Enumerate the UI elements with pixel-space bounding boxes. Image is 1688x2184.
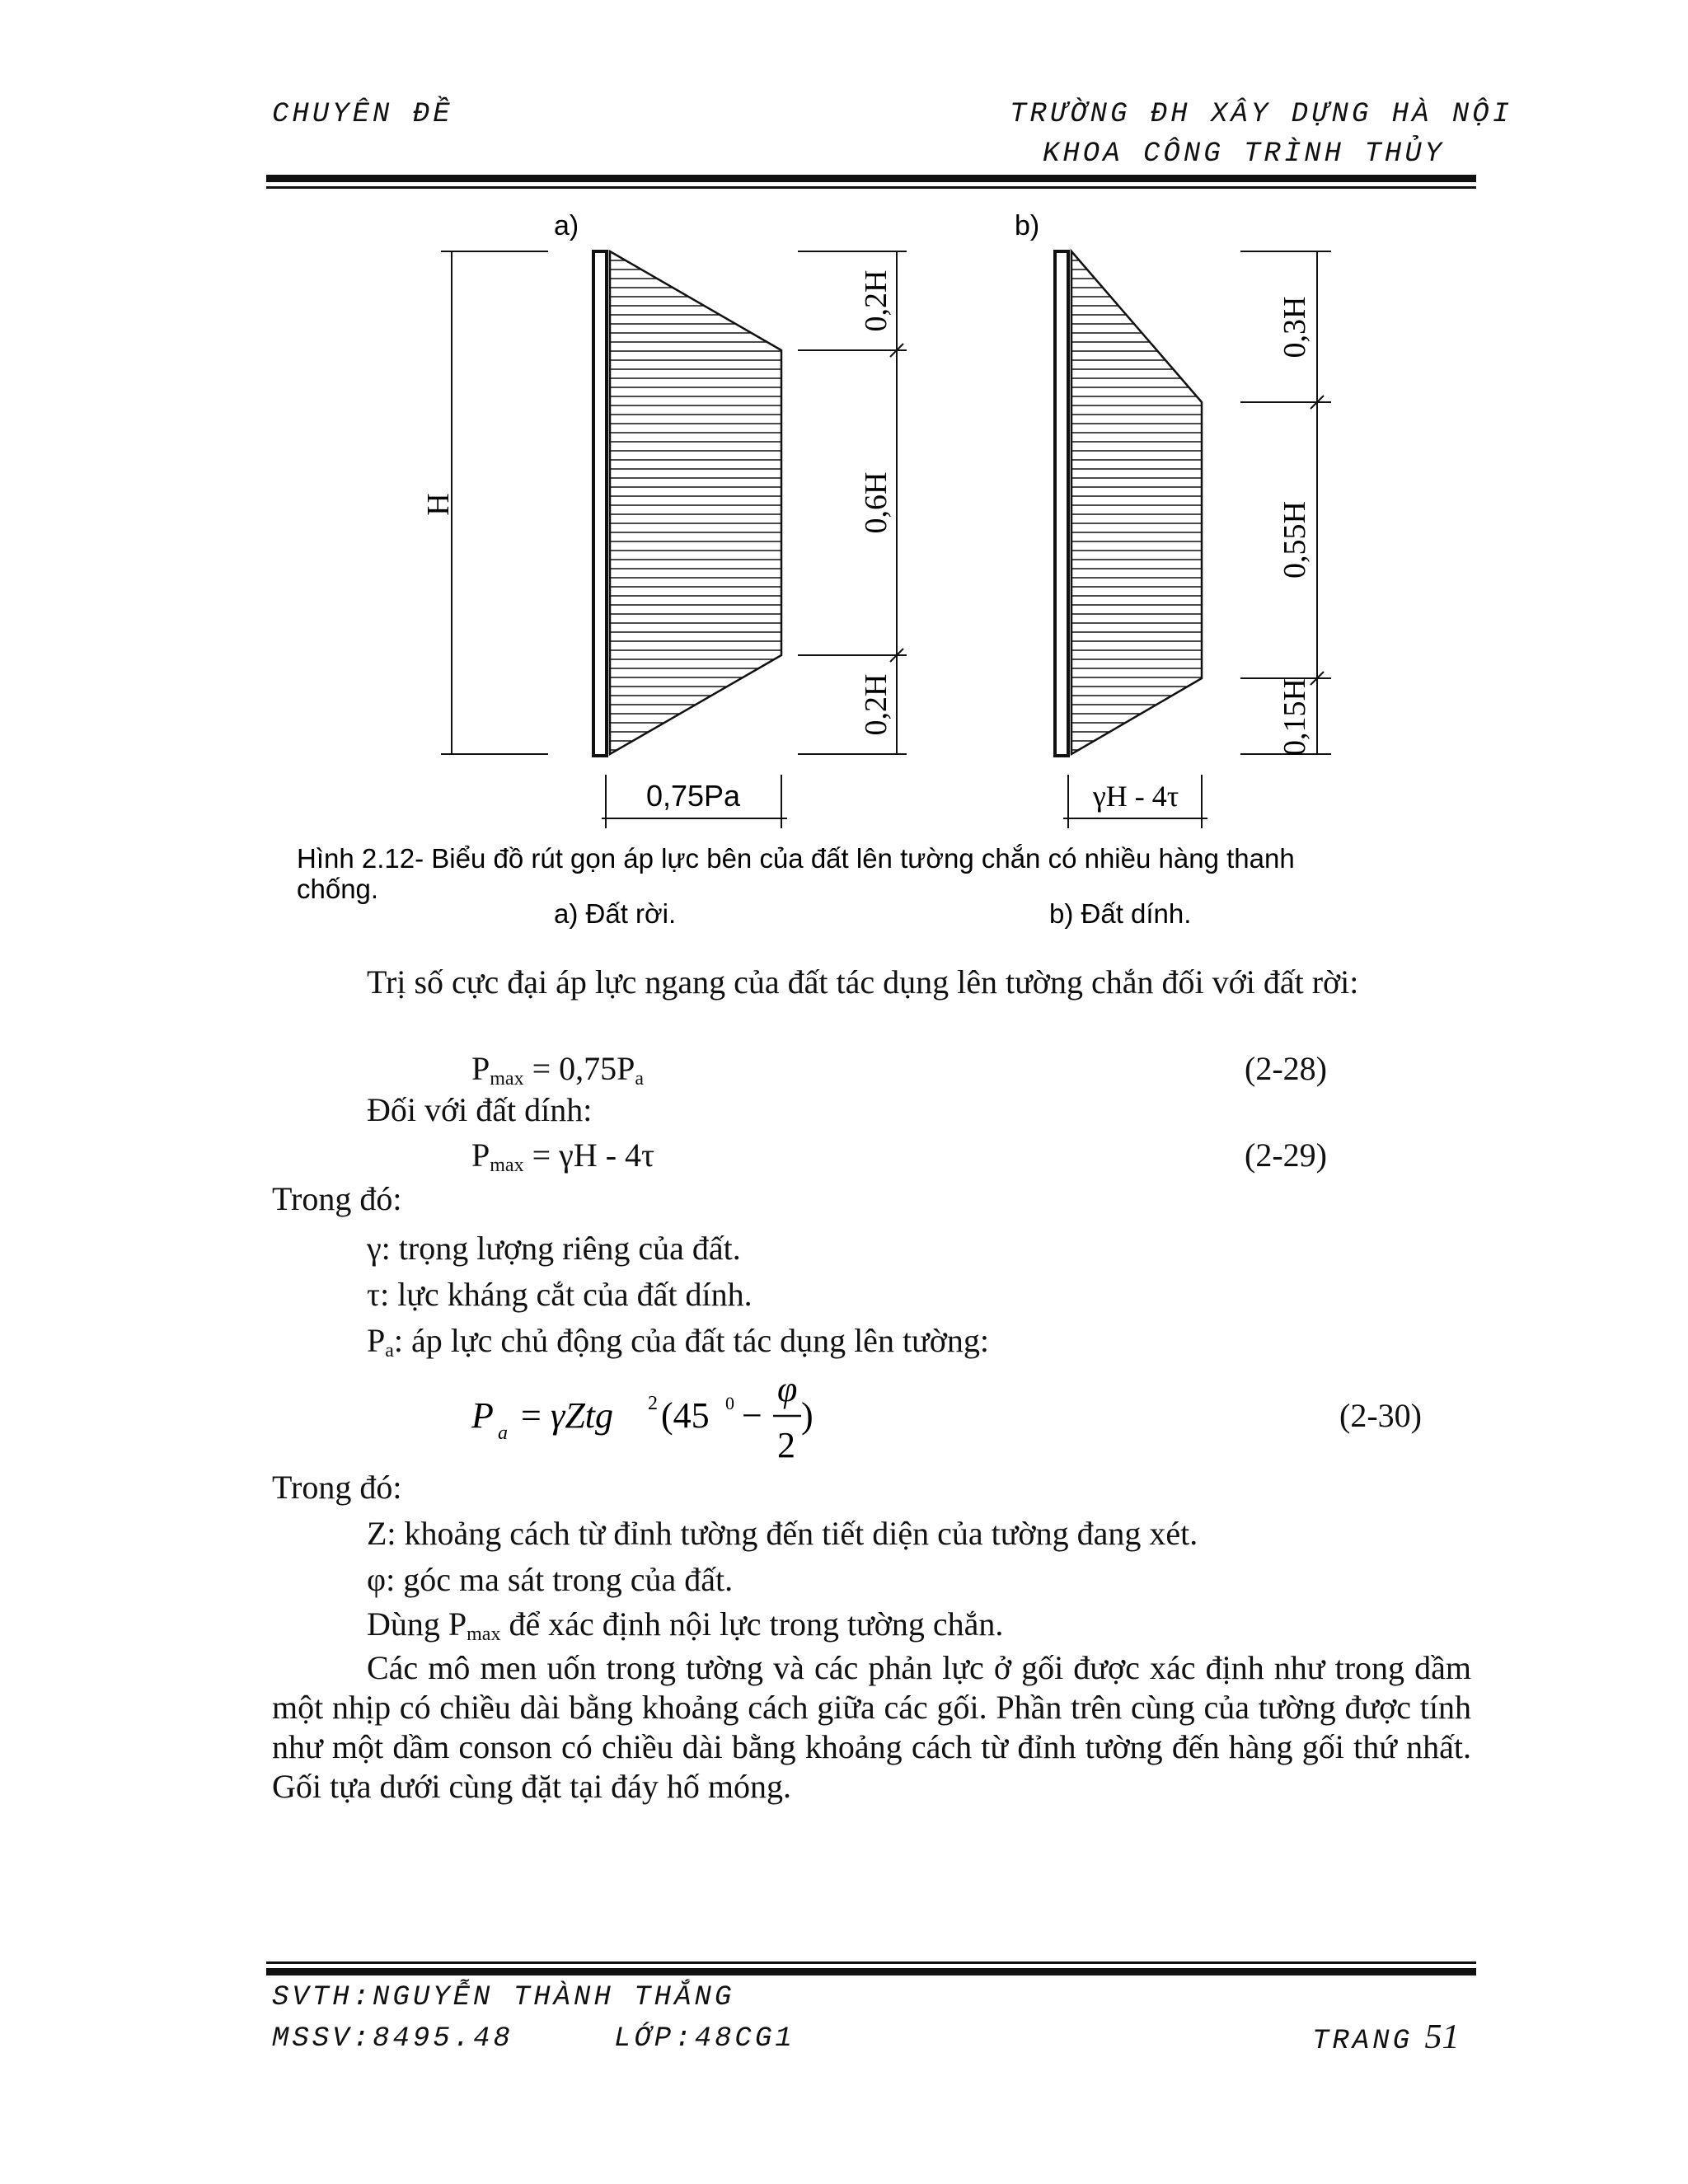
pressure-diagram-figure — [0, 0, 1688, 948]
figure-label-b: b) — [1015, 210, 1040, 241]
dim-a-top: 0,2H — [859, 269, 893, 332]
svg-text:(45: (45 — [661, 1395, 710, 1436]
definition-tau: τ: lực kháng cắt của đất dính. — [367, 1276, 753, 1313]
definition-phi: φ: góc ma sát trong của đất. — [367, 1561, 734, 1598]
paragraph-max-pressure: Trị số cực đại áp lực ngang của đất tác dụng lên tường chắn đối với đất rời: — [367, 963, 1359, 1001]
footer-page-label: TRANG — [1312, 2026, 1414, 2057]
svg-text:=: = — [521, 1395, 542, 1436]
header-faculty: KHOA CÔNG TRÌNH THỦY — [1043, 138, 1446, 170]
definition-gamma: γ: trọng lượng riêng của đất. — [367, 1230, 741, 1267]
svg-text:−: − — [742, 1395, 762, 1436]
svg-text:2: 2 — [777, 1425, 795, 1465]
definition-z: Z: khoảng cách từ đỉnh tường đến tiết diện của tường đang xét. — [367, 1515, 1198, 1552]
footer-rule-thick — [266, 1968, 1476, 1975]
equation-number-2-28: (2-28) — [1245, 1050, 1327, 1087]
svg-text:φ: φ — [777, 1369, 798, 1409]
footer-class: LỚP:48CG1 — [614, 2023, 795, 2055]
width-label-b: γH - 4τ — [1092, 780, 1179, 813]
figure-subcaption-b: b) Đất dính. — [1049, 898, 1192, 929]
diagram-b — [1055, 251, 1331, 828]
where-label-1: Trong đó: — [272, 1180, 402, 1217]
wall-a — [593, 251, 607, 756]
header-school: TRƯỜNG ĐH XÂY DỰNG HÀ NỘI — [1010, 99, 1513, 130]
header-left: CHUYÊN ĐỀ — [272, 99, 453, 130]
svg-text:2: 2 — [648, 1393, 658, 1414]
dim-b-bottom: 0,15H — [1278, 678, 1312, 756]
figure-subcaption-a: a) Đất rời. — [554, 898, 677, 929]
dim-a-bottom: 0,2H — [859, 673, 893, 736]
equation-2-28: $P_{max} = 0,75P_a$ — [471, 1050, 645, 1090]
wall-b — [1055, 251, 1068, 756]
paragraph-bending-moments: Các mô men uốn trong tường và các phản lực ở gối được xác định như trong dầm một nhịp có chiều dài bằng khoảng cách giữa các gối. Phần trên cùng của tường được tính như một dầm conson có chiều dài bằng khoảng cách từ đỉnh tường đến hàng gối thứ nhất. Gối tựa dưới cùng đặt tại đáy hố móng. — [272, 1649, 1471, 1805]
svg-text:γZtg: γZtg — [551, 1395, 614, 1436]
footer-rule-thin — [266, 1961, 1476, 1964]
footer-page-number: 51 — [1424, 2018, 1460, 2056]
paragraph-use-pmax: Dùng $P_{max}$ để xác định nội lực trong tường chắn. — [367, 1605, 1004, 1645]
equation-number-2-30: (2-30) — [1339, 1397, 1422, 1434]
width-label-a: 0,75Pa — [645, 779, 741, 813]
figure-label-a: a) — [554, 210, 579, 241]
footer-page — [1312, 2018, 1460, 2057]
svg-text:0: 0 — [725, 1393, 734, 1413]
height-label-h: H — [421, 493, 456, 516]
dim-b-top: 0,3H — [1278, 296, 1312, 359]
paragraph-cohesive-soil: Đối với đất dính: — [367, 1091, 593, 1128]
figure-caption-line1: Hình 2.12- Biểu đồ rút gọn áp lực bên của đất lên tường chắn có nhiều hàng thanh — [297, 843, 1295, 874]
svg-text:a: a — [498, 1422, 508, 1444]
svg-text:P: P — [471, 1395, 494, 1436]
equation-number-2-29: (2-29) — [1245, 1137, 1327, 1174]
dim-b-mid: 0,55H — [1278, 501, 1312, 579]
footer-student: SVTH:NGUYỄN THÀNH THẮNG — [272, 1982, 735, 2013]
svg-text:): ) — [801, 1395, 814, 1436]
diagram-a — [421, 251, 907, 828]
equation-2-29: $P_{max} = \gamma H - 4\tau$ — [471, 1137, 655, 1176]
definition-pa: $P_a$: áp lực chủ động của đất tác dụng lên tường: — [367, 1322, 989, 1361]
hatch-a — [607, 260, 783, 750]
where-label-2: Trong đó: — [272, 1469, 402, 1506]
footer-mssv: MSSV:8495.48 — [272, 2023, 513, 2055]
equation-2-30 — [462, 1368, 824, 1467]
figure-caption-line2: chống. — [297, 874, 379, 904]
hatch-b — [1068, 260, 1203, 750]
dim-a-mid: 0,6H — [859, 471, 893, 534]
